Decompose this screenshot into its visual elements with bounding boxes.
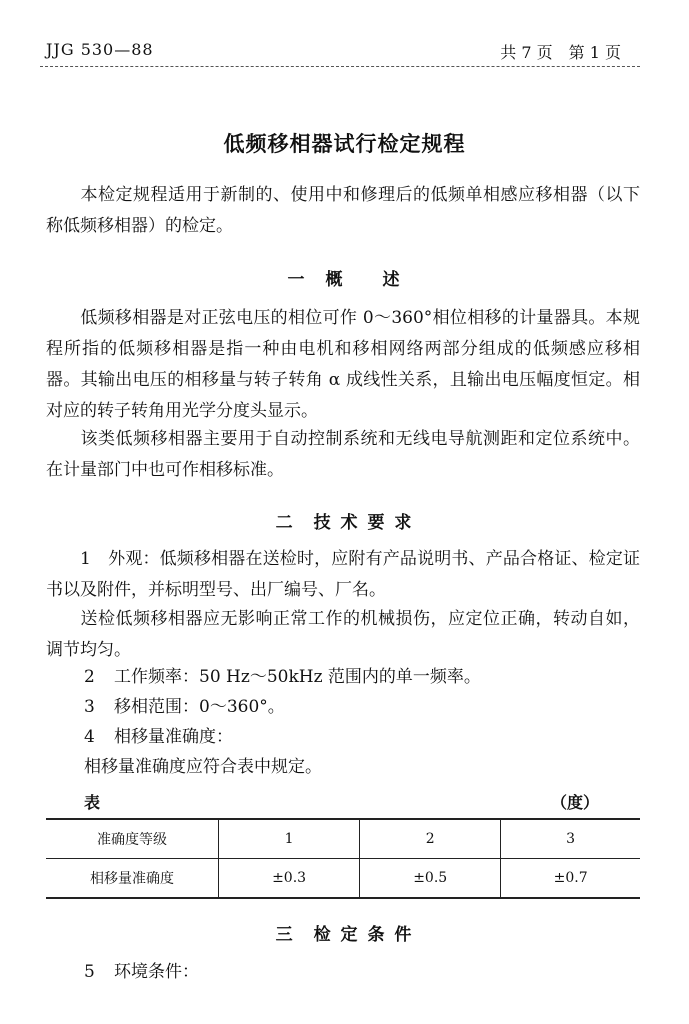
table-row [46, 819, 640, 859]
condition-item-5: 5 环境条件： [84, 962, 199, 982]
table-row-header: 相移量准确度 [46, 859, 219, 899]
overview-paragraph-2: 该类低频移相器主要用于自动控制系统和无线电导航测距和定位系统中。在计量部门中也可作相移标准。 [46, 429, 640, 480]
table-row-header: 准确度等级 [46, 819, 219, 859]
document-code: JJG 530—88 [46, 40, 154, 59]
section-heading-requirements: 二 技 术 要 求 [275, 513, 414, 533]
requirement-item-3: 3 移相范围：0～360°。 [84, 697, 285, 717]
accuracy-table [46, 818, 640, 899]
page-info: 共 7 页 第 1 页 [500, 43, 621, 62]
table-cell: ±0.5 [360, 859, 501, 899]
requirement-item-4: 4 相移量准确度： [84, 727, 233, 747]
section-heading-overview: 一 概 述 [287, 270, 402, 290]
table-caption [84, 790, 599, 814]
intro-paragraph: 本检定规程适用于新制的、使用中和修理后的低频单相感应移相器（以下称低频移相器）的检定。 [46, 185, 640, 236]
table-cell: 3 [501, 819, 640, 859]
table-unit: （度） [550, 793, 599, 812]
table-row [46, 859, 640, 899]
page-header [46, 40, 621, 68]
table-cell: ±0.7 [501, 859, 640, 899]
header-divider [40, 66, 640, 67]
requirement-item-2: 2 工作频率：50 Hz～50kHz 范围内的单一频率。 [84, 667, 481, 687]
table-cell: 1 [219, 819, 360, 859]
table-cell: ±0.3 [219, 859, 360, 899]
requirement-item-4-note: 相移量准确度应符合表中规定。 [84, 757, 322, 777]
requirement-item-1: 1 外观：低频移相器在送检时，应附有产品说明书、产品合格证、检定证书以及附件，并标明型号、出厂编号、厂名。 [46, 549, 641, 600]
overview-paragraph-1: 低频移相器是对正弦电压的相位可作 0～360°相位相移的计量器具。本规程所指的低频移相器是指一种由电机和移相网络两部分组成的低频感应移相器。其输出电压的相移量与转子转角 α 成线性关系，且输出电压幅度恒定。相对应的转子转角用光学分度头显示。 [46, 308, 640, 421]
document-title: 低频移相器试行检定规程 [223, 131, 466, 156]
section-heading-conditions: 三 检 定 条 件 [275, 925, 414, 945]
table-label: 表 [84, 793, 101, 812]
table-cell: 2 [360, 819, 501, 859]
requirement-item-1-continued: 送检低频移相器应无影响正常工作的机械损伤，应定位正确，转动自如，调节均匀。 [46, 609, 640, 660]
